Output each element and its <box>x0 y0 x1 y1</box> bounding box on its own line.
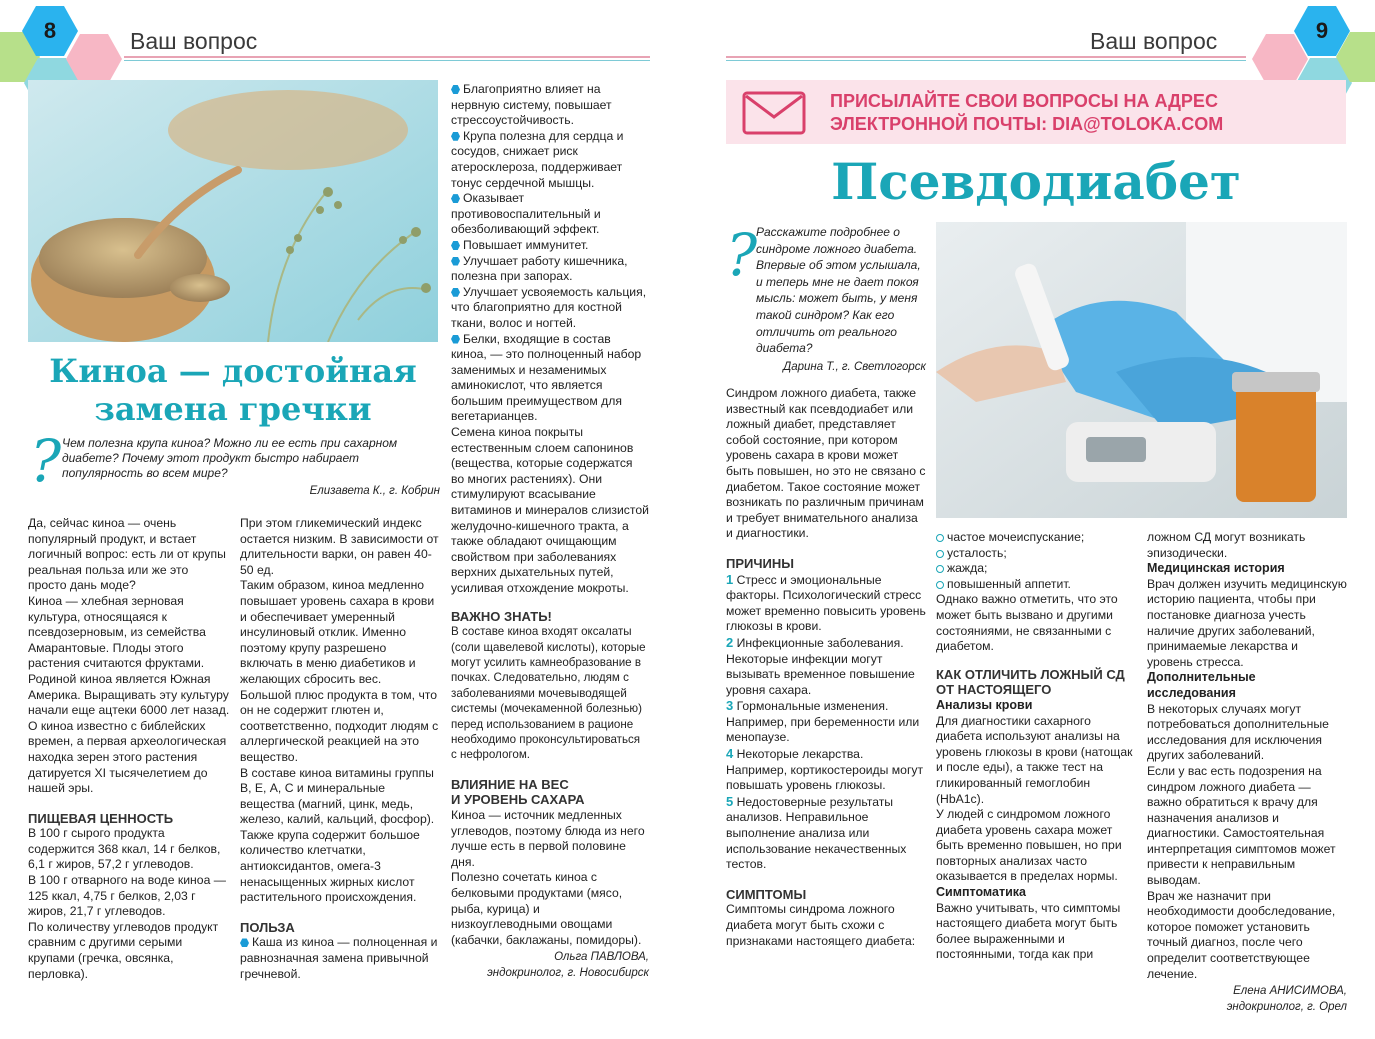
cause-number: 5 <box>726 793 734 809</box>
paragraph: Симптомы синдрома ложного диабета могут быть схожи с признаками настоящего диабета: <box>726 902 916 948</box>
quinoa-photo <box>28 80 438 342</box>
article-title: Псевдодиабет <box>831 152 1241 211</box>
heading-line: исследования <box>1147 685 1236 700</box>
paragraph: В составе киноа витамины группы В, Е, А, С и минеральные вещества (магний, цинк, медь, железо, калий, кальций, фосфор). Также крупа содержит большое количество клетчатки, антиоксидантов, омега-3 ненасыщенных жирных кислот растительного происхождения. <box>240 765 435 905</box>
bullet-item <box>451 238 649 254</box>
bullet-item <box>451 82 649 129</box>
bullet-item <box>451 191 649 238</box>
paragraph: Киноа — хлебная зерновая культура, относящаяся к псевдозерновым, из семейства Амарантовые. Плоды этого растения считаются фруктами. Родиной киноа является Южная Америка. Выращивать эту культуру начали еще ацтеки 6000 лет назад. <box>28 593 230 718</box>
paragraph: Таким образом, киноа медленно повышает уровень сахара в крови и обеспечивает умеренный инсулиновый отклик. Именно поэтому крупу разрешено включать в меню диабетиков и желающих сбросить вес. <box>240 578 435 686</box>
paragraph: По количеству углеводов продукт сравним с другими серыми крупами (гречка, овсянка, перловка). <box>28 919 219 981</box>
cause-text: Стресс и эмоциональные факторы. Психологический стресс может временно повысить уровень глюкозы в крови. <box>726 572 926 634</box>
author-role: эндокринолог, г. Орел <box>1226 1000 1347 1013</box>
envelope-icon <box>742 91 806 135</box>
section-heading: ВАЖНО ЗНАТЬ! <box>451 608 552 624</box>
bullet-text: Оказывает противовоспалительный и обезболивающий эффект. <box>451 191 601 237</box>
section-heading: ПРИЧИНЫ <box>726 555 794 571</box>
bullet-text: Благоприятно влияет на нервную систему, повышает стрессоустойчивость. <box>451 82 612 128</box>
paragraph: Семена киноа покрыты естественным слоем сапонинов (вещества, которые содержатся во многих растениях). Они стимулируют всасывание витаминов и минералов слизистой желудочно-кишечного тракта, а также обладают очищающим свойством при заболеваниях верхних дыхательных путей, усиливая отхождение мокроты. <box>451 425 649 595</box>
header-rule <box>124 56 650 58</box>
email-banner <box>726 80 1346 144</box>
symptom-text: усталость; <box>947 545 1007 560</box>
section-heading <box>451 777 649 808</box>
paragraph: Однако важно отметить, что это может быть вызвано и другими состояниями, не связанными с диабетом. <box>936 592 1118 654</box>
author-name: Елена АНИСИМОВА, <box>1233 985 1347 998</box>
paragraph: Важно учитывать, что симптомы настоящего диабета могут быть более выраженными и постоянными, тогда как при <box>936 900 1121 962</box>
bullet-text: Белки, входящие в состав киноа, — это полноценный набор заменимых и незаменимых аминокислот, что является большим преимуществом для вегетарианцев. <box>451 331 642 424</box>
hexagon-bullet-icon <box>240 938 249 947</box>
circle-bullet-icon <box>936 550 944 558</box>
hexagon-bullet-icon <box>451 335 460 344</box>
section-label: Ваш вопрос <box>130 28 258 54</box>
paragraph: Синдром ложного диабета, также известный как псевдодиабет или ложный диабет, представляет собой состояние, при котором уровень сахара в крови может быть повышен, но это не связано с диабетом. Такое состояние может возникать по различным причинам и требует внимательного анализа и диагностики. <box>726 386 926 541</box>
circle-bullet-icon <box>936 565 944 573</box>
banner-line-1: ПРИСЫЛАЙТЕ СВОИ ВОПРОСЫ НА АДРЕС <box>830 91 1218 111</box>
subheading <box>1147 670 1347 701</box>
article-title <box>28 352 438 428</box>
paragraph: В составе киноа входят оксалаты (соли щавелевой кислоты), которые могут усилить камнеобразование в почках. Следовательно, людям с заболеваниями мочевыводящей системы (мочекаменной болезнью) перед использованием в рационе необходимо проконсультироваться с нефрологом. <box>451 625 646 762</box>
reader-question <box>756 224 926 375</box>
glucose-test-photo <box>936 222 1347 518</box>
question-text: Расскажите подробнее о синдроме ложного диабета. Впервые об этом услышала, и теперь мне не дает покоя мысль: может быть, у меня такой синдром? Как его отличить от реального диабета? <box>756 225 921 356</box>
bullet-item <box>451 129 649 191</box>
left-column-3 <box>451 82 649 982</box>
title-line-2: замена гречки <box>94 390 372 428</box>
header-rule <box>726 56 1246 58</box>
bullet-text: Крупа полезна для сердца и сосудов, снижает риск атеросклероза, поддерживает тонус сердечной мышцы. <box>451 128 624 190</box>
bullet-item <box>451 254 649 285</box>
section-heading: СИМПТОМЫ <box>726 886 807 902</box>
paragraph: Если у вас есть подозрения на синдром ложного диабета — важно обратиться к врачу для назначения анализов и диагностики. Самостоятельная интерпретация симптомов может привести к неправильным выводам. <box>1147 763 1336 888</box>
bullet-item <box>451 285 649 332</box>
left-column-1 <box>28 516 230 982</box>
page-number: 9 <box>1315 18 1329 43</box>
hexagon-bullet-icon <box>451 288 460 297</box>
paragraph: Врач же назначит при необходимости дообследование, которое поможет установить точный диагноз, после чего определит соответствующее лечение. <box>1147 888 1336 981</box>
question-mark-icon: ? <box>726 221 758 289</box>
paragraph: У людей с синдромом ложного диабета уровень сахара может быть временно повышен, но при повторных анализах часто оказывается в пределах нормы. <box>936 807 1122 884</box>
paragraph: В некоторых случаях могут потребоваться дополнительные исследования для исключения других заболеваний. <box>1147 701 1329 763</box>
paragraph: Для диагностики сахарного диабета используют анализы на уровень глюкозы в крови (натощак и после еды), а также тест на гликированный гемоглобин (HbA1c). <box>936 713 1133 806</box>
left-column-2 <box>240 516 440 982</box>
cause-number: 1 <box>726 571 734 587</box>
right-column-2 <box>936 530 1136 963</box>
bullet-text: Улучшает усвояемость кальция, что благоприятно для костной ткани, волос и ногтей. <box>451 284 647 330</box>
hexagon-bullet-icon <box>451 241 460 250</box>
paragraph: О киноа известно с библейских времен, а первая археологическая находка зерен этого растения датируется XI тысячелетием до нашей эры. <box>28 718 227 796</box>
subheading: Симптоматика <box>936 885 1026 900</box>
question-author: Елизавета К., г. Кобрин <box>309 485 440 497</box>
paragraph: В 100 г сырого продукта содержится 368 ккал, 14 г белков, 6,1 г жиров, 57,2 г углеводов. <box>28 826 221 872</box>
right-column-3 <box>1147 530 1347 1015</box>
header-rule-thin <box>124 60 650 61</box>
symptom-item <box>936 561 1136 577</box>
section-heading: ПИЩЕВАЯ ЦЕННОСТЬ <box>28 810 174 826</box>
section-label: Ваш вопрос <box>1090 28 1218 54</box>
bullet-text: Каша из киноа — полноценная и равнозначная замена привычной гречневой. <box>240 935 438 981</box>
question-text: Чем полезна крупа киноа? Можно ли ее есть при сахарном диабете? Почему этот продукт быстро набирает популярность во всем мире? <box>62 436 398 480</box>
circle-bullet-icon <box>936 581 944 589</box>
question-mark-icon: ? <box>30 427 62 495</box>
author-role: эндокринолог, г. Новосибирск <box>487 966 649 979</box>
cause-item <box>726 746 926 794</box>
bullet-text: Улучшает работу кишечника, полезна при запорах. <box>451 253 628 284</box>
hexagon-bullet-icon <box>451 85 460 94</box>
header-rule-thin <box>726 60 1246 61</box>
paragraph: Полезно сочетать киноа с белковыми продуктами (мясо, рыба, курица) и низкоуглеводными овощами (кабачки, баклажаны, помидоры). <box>451 870 642 947</box>
symptom-item <box>936 577 1136 593</box>
cause-item <box>726 794 926 873</box>
paragraph: При этом гликемический индекс остается низким. В зависимости от длительности варки, он равен 40-50 ед. <box>240 516 439 577</box>
paragraph: В 100 г отварного на воде киноа — 125 ккал, 4,75 г белков, 2,03 г жиров, 21,7 г углеводов. <box>28 873 226 919</box>
cause-text: Недостоверные результаты анализов. Неправильное выполнение анализа или использование некачественных тестов. <box>726 794 907 872</box>
cause-number: 3 <box>726 698 734 714</box>
bullet-item <box>240 935 440 982</box>
subheading: Анализы крови <box>936 697 1033 712</box>
symptom-text: частое мочеиспускание; <box>947 530 1085 544</box>
right-column-1 <box>726 386 926 949</box>
paragraph: ложном СД могут возникать эпизодически. <box>1147 530 1306 560</box>
bullet-text: Повышает иммунитет. <box>463 237 589 252</box>
paragraph: Большой плюс продукта в том, что он не содержит глютен и, соответственно, подходит людям с аллергической реакцией на это вещество. <box>240 687 439 764</box>
circle-bullet-icon <box>936 534 944 542</box>
heading-line: Дополнительные <box>1147 670 1256 685</box>
heading-line: КАК ОТЛИЧИТЬ ЛОЖНЫЙ СД <box>936 666 1125 682</box>
cause-item <box>726 635 926 698</box>
symptom-text: повышенный аппетит. <box>947 576 1071 591</box>
subheading: Медицинская история <box>1147 561 1285 576</box>
title-line-1: Киноа — достойная <box>49 352 417 390</box>
cause-text: Гормональные изменения. Например, при беременности или менопаузе. <box>726 699 920 745</box>
cause-number: 4 <box>726 746 734 762</box>
cause-item <box>726 698 926 746</box>
paragraph: Да, сейчас киноа — очень популярный продукт, и встает логичный вопрос: есть ли от крупы реальная польза или же это просто дань моде? <box>28 516 226 593</box>
author-name: Ольга ПАВЛОВА, <box>554 951 649 964</box>
heading-line: ОТ НАСТОЯЩЕГО <box>936 682 1052 698</box>
hexagon-bullet-icon <box>451 194 460 203</box>
hexagon-bullet-icon <box>451 257 460 266</box>
symptom-text: жажда; <box>947 561 988 576</box>
banner-text <box>830 90 1223 136</box>
cause-item <box>726 572 926 635</box>
symptom-item <box>936 546 1136 562</box>
cause-text: Инфекционные заболевания. Некоторые инфекции могут вызывать временное повышение уровня сахара. <box>726 635 915 697</box>
section-heading <box>936 667 1136 698</box>
heading-line: ВЛИЯНИЕ НА ВЕС <box>451 776 569 792</box>
section-heading: ПОЛЬЗА <box>240 919 295 935</box>
cause-number: 2 <box>726 634 734 650</box>
heading-line: И УРОВЕНЬ САХАРА <box>451 792 585 808</box>
symptom-item <box>936 530 1136 546</box>
paragraph: Киноа — источник медленных углеводов, поэтому блюда из него лучше есть в первой половине дня. <box>451 808 645 869</box>
question-author: Дарина Т., г. Светлогорск <box>783 360 926 373</box>
banner-line-2: ЭЛЕКТРОННОЙ ПОЧТЫ: DIA@TOLOKA.COM <box>830 114 1224 134</box>
reader-question <box>62 436 440 499</box>
bullet-item <box>451 332 649 426</box>
paragraph: Врач должен изучить медицинскую историю пациента, чтобы при постановке диагноза учесть наличие других заболеваний, принимаемые лекарства и уровень стресса. <box>1147 576 1347 669</box>
hexagon-bullet-icon <box>451 132 460 141</box>
cause-text: Некоторые лекарства. Например, кортикостероиды могут повышать уровень глюкозы. <box>726 747 924 793</box>
page-number: 8 <box>43 18 57 43</box>
